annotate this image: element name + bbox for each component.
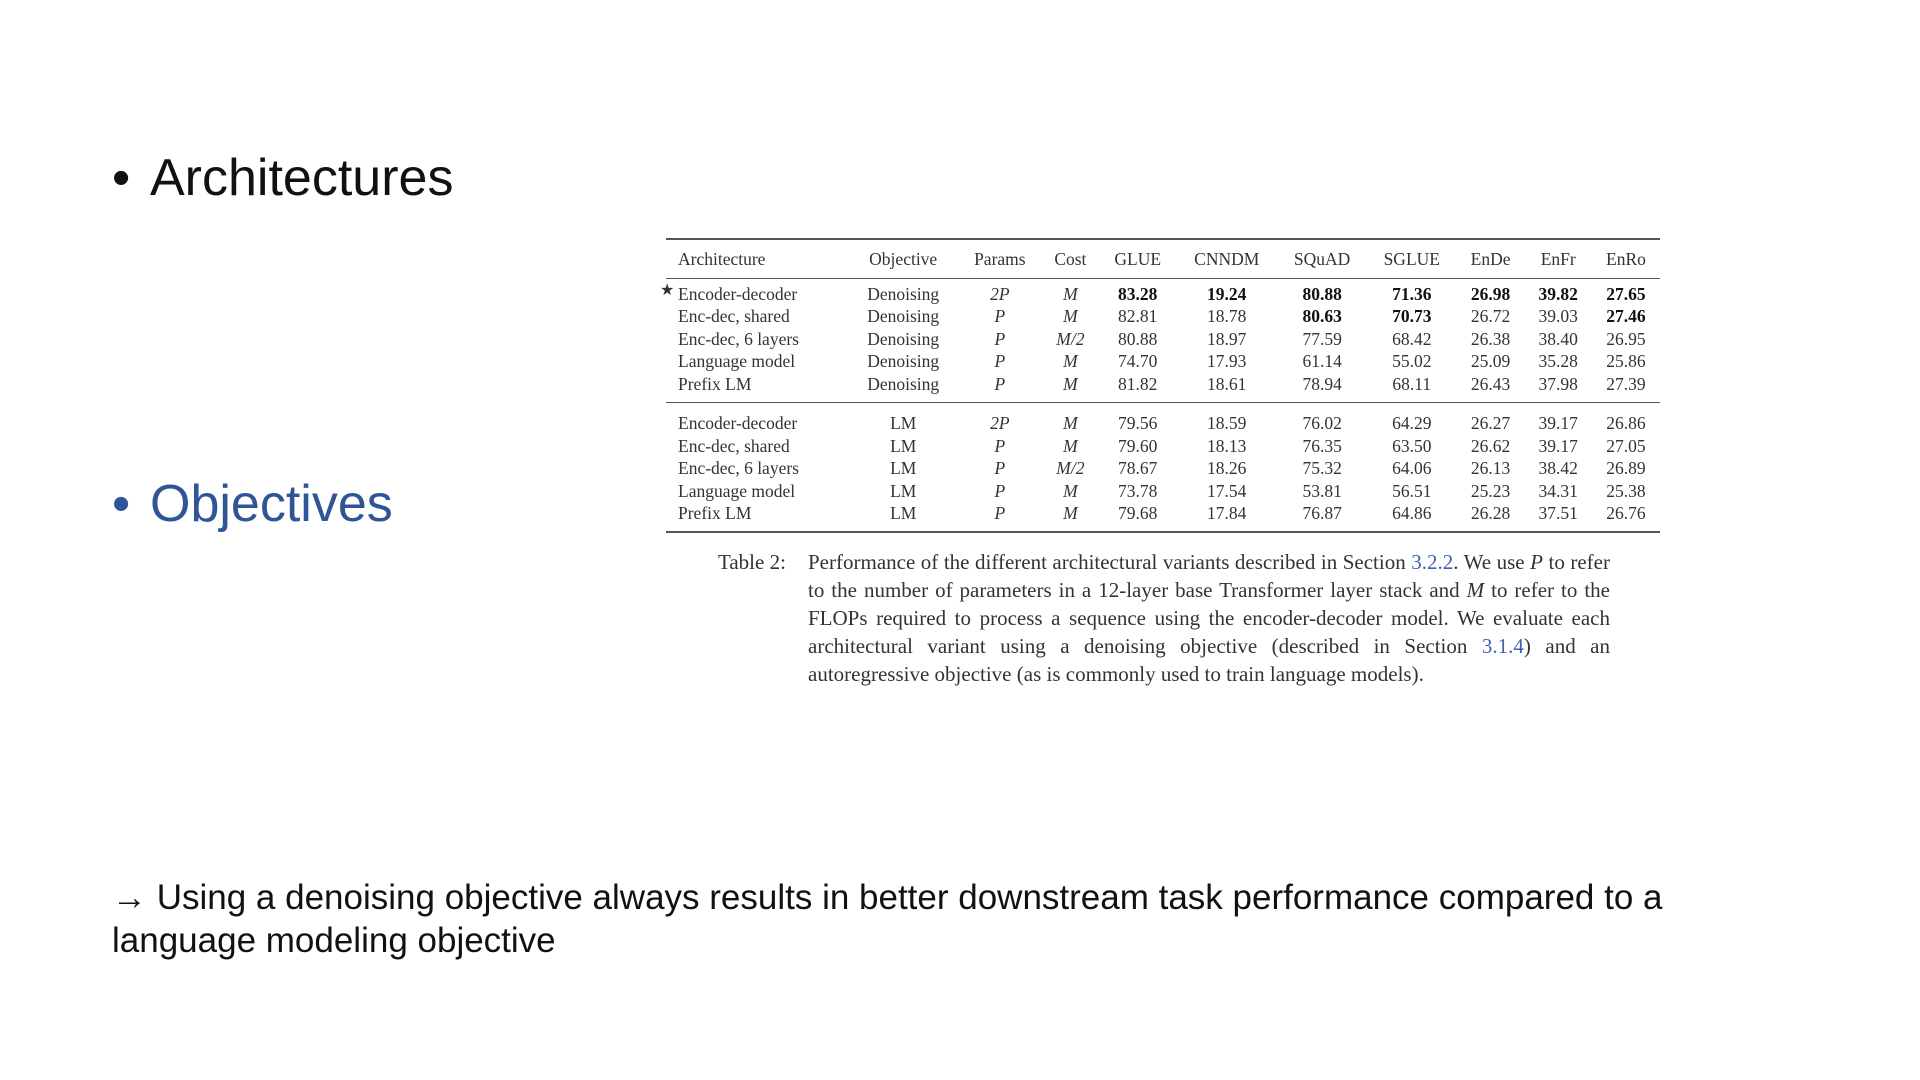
table-cell: 2P — [990, 413, 1010, 434]
table-cell: 64.29 — [1392, 413, 1432, 434]
table-cell — [666, 373, 848, 402]
table-cell — [666, 480, 848, 503]
conclusion-body: Using a denoising objective always results in better downstream task performance compared to a language modeling objective — [112, 878, 1663, 960]
objectives-heading: Objectives — [150, 475, 393, 533]
table-cell — [666, 458, 848, 481]
table-cell: 25.38 — [1606, 480, 1646, 501]
table-cell: P — [958, 373, 1041, 402]
table-row — [666, 480, 1660, 503]
table-row — [666, 351, 1660, 374]
table-cell: 26.86 — [1606, 413, 1646, 434]
bullet-marker: • — [112, 475, 131, 533]
table-row — [666, 435, 1660, 458]
table-cell: LM — [890, 480, 917, 501]
table-cell: 18.13 — [1207, 435, 1247, 456]
architecture-name: Encoder-decoder — [678, 283, 798, 304]
table-row — [666, 328, 1660, 351]
table-header-row — [666, 239, 1660, 279]
bullet-architectures — [112, 148, 453, 208]
column-header: Architecture — [666, 239, 848, 279]
table-cell: P — [994, 328, 1006, 349]
conclusion-text — [112, 876, 1812, 962]
table-cell: P — [994, 306, 1006, 327]
table-cell: LM — [848, 503, 958, 533]
table-cell: M — [1063, 413, 1078, 434]
table-cell: 82.81 — [1118, 306, 1158, 327]
table-cell: 25.09 — [1470, 351, 1511, 372]
caption-variable: M — [1466, 578, 1485, 602]
table-cell: 37.98 — [1525, 373, 1592, 402]
table-cell: 26.27 — [1470, 413, 1511, 434]
architecture-name: Prefix LM — [678, 373, 752, 394]
table-cell: 17.93 — [1207, 351, 1247, 372]
column-header: Objective — [848, 239, 958, 279]
table-cell: 18.26 — [1207, 458, 1247, 479]
table-cell: 80.63 — [1302, 306, 1342, 327]
table-cell: 76.02 — [1302, 413, 1342, 434]
table-cell: P — [994, 435, 1006, 456]
column-header: SQuAD — [1277, 239, 1367, 279]
caption-variable: P — [1530, 550, 1543, 574]
section-ref-link[interactable]: 3.2.2 — [1411, 550, 1454, 574]
table-cell: 70.73 — [1392, 306, 1432, 327]
architecture-name: Language model — [678, 480, 796, 501]
column-header: EnDe — [1457, 239, 1525, 279]
table-row — [666, 279, 1660, 306]
table-cell: M — [1063, 351, 1078, 372]
table-cell: 18.59 — [1207, 413, 1247, 434]
table-cell: 55.02 — [1392, 351, 1432, 372]
table-cell: 81.82 — [1099, 373, 1176, 402]
table-cell: M — [1041, 503, 1099, 533]
table-cell: LM — [890, 413, 917, 434]
table-cell: 25.86 — [1606, 351, 1646, 372]
table-cell: 25.23 — [1470, 480, 1511, 501]
table-cell: M — [1063, 435, 1078, 456]
table-cell: 68.42 — [1392, 328, 1432, 349]
table-cell: 26.95 — [1606, 328, 1646, 349]
architecture-name: Enc-dec, 6 layers — [678, 458, 799, 479]
table-cell: M/2 — [1056, 458, 1085, 479]
table-cell: 26.28 — [1457, 503, 1525, 533]
table-cell: LM — [890, 435, 917, 456]
table-cell: 26.98 — [1470, 283, 1511, 304]
table-cell: Denoising — [867, 283, 940, 304]
table-cell: Denoising — [867, 351, 940, 372]
table-cell — [666, 351, 848, 374]
table-cell: 79.56 — [1118, 413, 1158, 434]
table-cell: P — [994, 351, 1006, 372]
table-cell: 17.84 — [1176, 503, 1277, 533]
caption-segment: to refer to the FLOPs required to process a sequence using the encoder-decoder model. We evaluate each architectural variant using a denoising objective (described in Section — [808, 578, 1610, 658]
table-cell — [666, 503, 848, 533]
table-cell — [666, 402, 848, 435]
table-cell: 83.28 — [1118, 283, 1158, 304]
table-cell: 39.17 — [1538, 413, 1578, 434]
table-row — [666, 503, 1660, 533]
table-cell: 17.54 — [1207, 480, 1247, 501]
section-ref-link[interactable]: 3.1.4 — [1481, 634, 1524, 658]
bullet-objectives — [112, 474, 393, 534]
architecture-name: Language model — [678, 351, 796, 372]
architecture-results-table — [660, 238, 1660, 533]
table-cell: 2P — [990, 283, 1010, 304]
table-cell: 26.38 — [1470, 328, 1511, 349]
table-cell: 26.13 — [1470, 458, 1511, 479]
table-cell: 39.03 — [1538, 306, 1578, 327]
table-cell: Denoising — [867, 328, 940, 349]
table-cell: Denoising — [848, 373, 958, 402]
table-cell: 53.81 — [1302, 480, 1342, 501]
table-cell: 61.14 — [1302, 351, 1342, 372]
table-cell: 27.65 — [1606, 283, 1646, 304]
table-cell: 77.59 — [1302, 328, 1342, 349]
table-cell: 64.86 — [1367, 503, 1457, 533]
table-cell: 75.32 — [1302, 458, 1342, 479]
table-cell — [666, 328, 848, 351]
caption-segment: to refer to the number of parameters in a 12-layer base Transformer layer stack and — [808, 550, 1610, 602]
table-cell: 74.70 — [1118, 351, 1158, 372]
table-cell: P — [994, 458, 1006, 479]
table-cell: M — [1041, 373, 1099, 402]
table-cell: 27.46 — [1606, 306, 1646, 327]
column-header: GLUE — [1099, 239, 1176, 279]
table-cell: 76.87 — [1277, 503, 1367, 533]
table-cell: 73.78 — [1118, 480, 1158, 501]
table-cell: 34.31 — [1538, 480, 1578, 501]
table-cell: 26.72 — [1470, 306, 1511, 327]
table-cell: 26.89 — [1606, 458, 1646, 479]
architecture-name: Enc-dec, shared — [678, 306, 790, 327]
column-header: CNNDM — [1176, 239, 1277, 279]
table-row — [666, 306, 1660, 329]
table-cell: P — [958, 503, 1041, 533]
table-cell — [666, 435, 848, 458]
table-cell: 80.88 — [1118, 328, 1158, 349]
column-header: Params — [958, 239, 1041, 279]
table-cell: 26.62 — [1470, 435, 1511, 456]
arrow-icon: → — [112, 878, 147, 917]
column-header: EnFr — [1525, 239, 1592, 279]
architectures-heading: Architectures — [150, 149, 454, 207]
bullet-marker: • — [112, 149, 131, 207]
column-header: Cost — [1041, 239, 1099, 279]
table-cell: 37.51 — [1525, 503, 1592, 533]
table-cell: 18.78 — [1207, 306, 1247, 327]
column-header: SGLUE — [1367, 239, 1457, 279]
table-body — [660, 279, 1660, 533]
table-cell: 26.43 — [1457, 373, 1525, 402]
table-cell: 38.40 — [1538, 328, 1578, 349]
table-cell: Denoising — [867, 306, 940, 327]
architecture-name: Enc-dec, 6 layers — [678, 328, 799, 349]
table-cell: M — [1063, 306, 1078, 327]
table-cell: M — [1063, 283, 1078, 304]
table-cell: 35.28 — [1538, 351, 1578, 372]
table-cell: 39.17 — [1538, 435, 1578, 456]
table-cell: 18.61 — [1176, 373, 1277, 402]
caption-text — [808, 548, 1610, 688]
table-cell: 18.97 — [1207, 328, 1247, 349]
architecture-name: Enc-dec, shared — [678, 435, 790, 456]
table-cell: 68.11 — [1367, 373, 1457, 402]
table-cell — [660, 279, 848, 306]
caption-segment: Performance of the different architectural variants described in Section — [808, 550, 1412, 574]
results-table-container — [660, 238, 1660, 533]
table-cell: M — [1063, 480, 1078, 501]
table-caption — [718, 548, 1610, 688]
caption-segment: . We use — [1453, 550, 1531, 574]
table-cell: 26.76 — [1592, 503, 1660, 533]
table-cell: 78.67 — [1118, 458, 1158, 479]
table-cell: 19.24 — [1207, 283, 1247, 304]
table-cell: 38.42 — [1538, 458, 1578, 479]
architecture-name: Encoder-decoder — [678, 413, 798, 434]
table-cell: 56.51 — [1392, 480, 1432, 501]
table-cell: LM — [890, 458, 917, 479]
star-icon: ★ — [660, 282, 675, 299]
table-row — [666, 402, 1660, 435]
table-row — [666, 458, 1660, 481]
table-cell: 76.35 — [1302, 435, 1342, 456]
table-cell: 79.68 — [1099, 503, 1176, 533]
table-cell: 78.94 — [1277, 373, 1367, 402]
table-cell: 80.88 — [1302, 283, 1342, 304]
table-cell: P — [994, 480, 1006, 501]
table-cell: 79.60 — [1118, 435, 1158, 456]
table-cell: 27.39 — [1592, 373, 1660, 402]
table-cell: 39.82 — [1538, 283, 1578, 304]
table-row — [666, 373, 1660, 402]
table-cell: M/2 — [1056, 328, 1085, 349]
table-cell: 27.05 — [1606, 435, 1646, 456]
table-cell — [666, 306, 848, 329]
table-cell: 64.06 — [1392, 458, 1432, 479]
column-header: EnRo — [1592, 239, 1660, 279]
caption-segment: ) and an autoregressive objective (as is commonly used to train language models). — [808, 634, 1611, 686]
table-cell: 71.36 — [1392, 283, 1432, 304]
table-cell: 63.50 — [1392, 435, 1432, 456]
caption-label: Table 2: — [718, 550, 786, 574]
architecture-name: Prefix LM — [678, 503, 752, 524]
